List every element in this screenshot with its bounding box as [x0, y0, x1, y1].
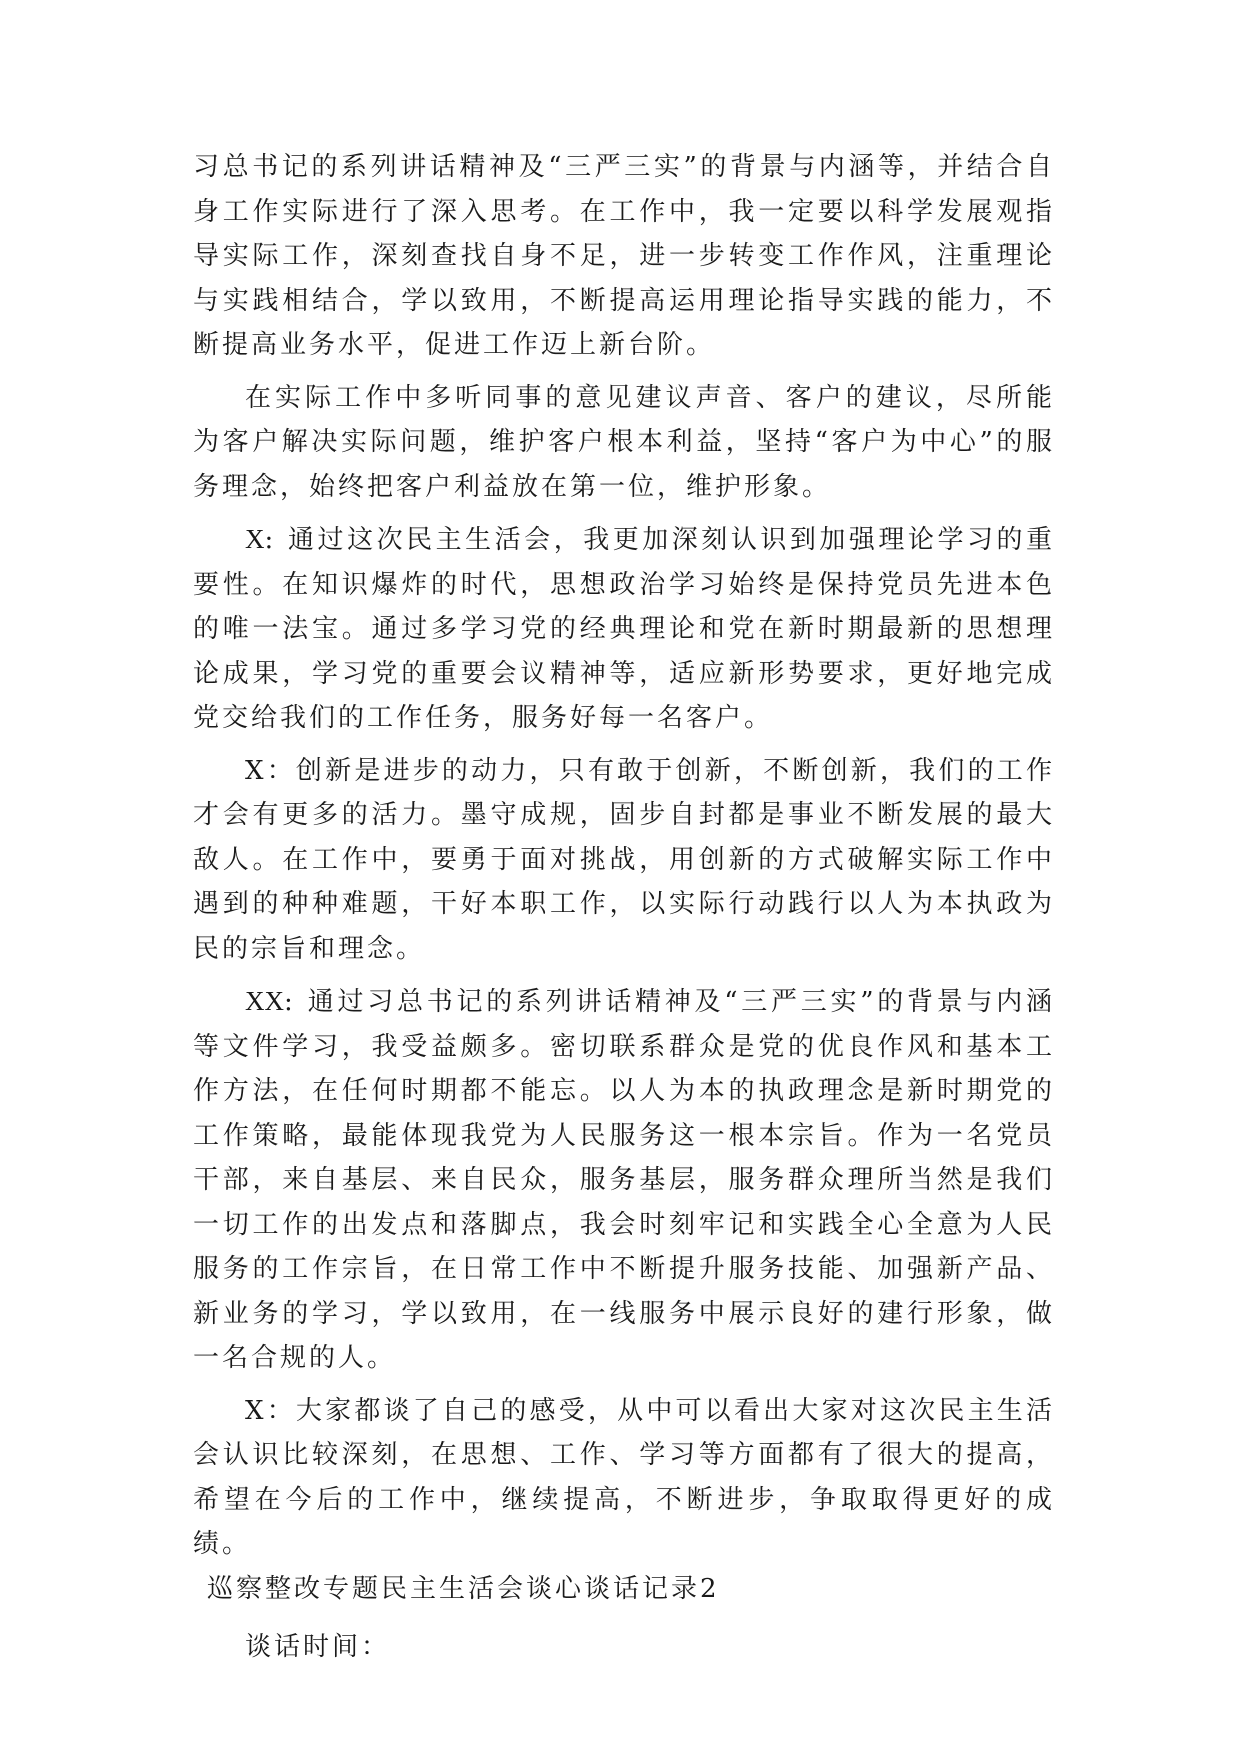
paragraph-text: ：大家都谈了自己的感受，从中可以看出大家对这次民主生活会认识比较深刻，在思想、工作、学习等方面都有了很大的提高，希望在今后的工作中，继续提高，不断进步，争取取得更好的成绩。 — [193, 1395, 1055, 1559]
speaker-name: X — [245, 524, 265, 554]
paragraph-speaker-xx — [193, 979, 1055, 1381]
section-heading: 巡察整改专题民主生活会谈心谈话记录2 — [207, 1573, 720, 1604]
speaker-name: X — [245, 755, 267, 786]
paragraph-speaker-x-innovation — [193, 749, 1055, 972]
paragraph-text: ：创新是进步的动力，只有敢于创新，不断创新，我们的工作才会有更多的活力。墨守成规，固步自封都是事业不断发展的最大敌人。在工作中，要勇于面对挑战，用创新的方式破解实际工作中遇到的种种难题，干好本职工作，以实际行动践行以人为本执政为民的宗旨和理念。 — [193, 755, 1055, 964]
paragraph-customer-service — [193, 376, 1055, 510]
paragraph-continuation — [193, 145, 1055, 368]
speaker-name: X — [245, 1395, 267, 1426]
paragraph-speaker-x-theory — [193, 517, 1055, 741]
paragraph-speaker-x-summary — [193, 1389, 1055, 1567]
paragraph-text: 在实际工作中多听同事的意见建议声音、客户的建议，尽所能为客户解决实际问题，维护客户根本利益，坚持“客户为中心”的服务理念，始终把客户利益放在第一位，维护形象。 — [193, 382, 1055, 502]
paragraph-text: : 通过这次民主生活会，我更加深刻认识到加强理论学习的重要性。在知识爆炸的时代，思想政治学习始终是保持党员先进本色的唯一法宝。通过多学习党的经典理论和党在新时期最新的思想理论成果，学习党的重要会议精神等，适应新形势要求，更好地完成党交给我们的工作任务，服务好每一名客户。 — [193, 525, 1055, 733]
paragraph-text: : 通过习总书记的系列讲话精神及“三严三实”的背景与内涵等文件学习，我受益颇多。密切联系群众是党的优良作风和基本工作方法，在任何时期都不能忘。以人为本的执政理念是新时期党的工作策略，最能体现我党为人民服务这一根本宗旨。作为一名党员干部，来自基层、来自民众，服务基层，服务群众理所当然是我们一切工作的出发点和落脚点，我会时刻牢记和实践全心全意为人民服务的工作宗旨，在日常工作中不断提升服务技能、加强新产品、新业务的学习，学以致用，在一线服务中展示良好的建行形象，做一名合规的人。 — [193, 987, 1055, 1373]
paragraph-text: 习总书记的系列讲话精神及“三严三实”的背景与内涵等，并结合自身工作实际进行了深入思考。在工作中，我一定要以科学发展观指导实际工作，深刻查找自身不足，进一步转变工作作风，注重理论与实践相结合，学以致用，不断提高运用理论指导实践的能力，不断提高业务水平，促进工作迈上新台阶。 — [193, 152, 1055, 360]
speaker-name: XX — [245, 986, 284, 1016]
document-body — [193, 145, 1055, 1670]
talk-time-label: 谈话时间： — [245, 1632, 391, 1662]
